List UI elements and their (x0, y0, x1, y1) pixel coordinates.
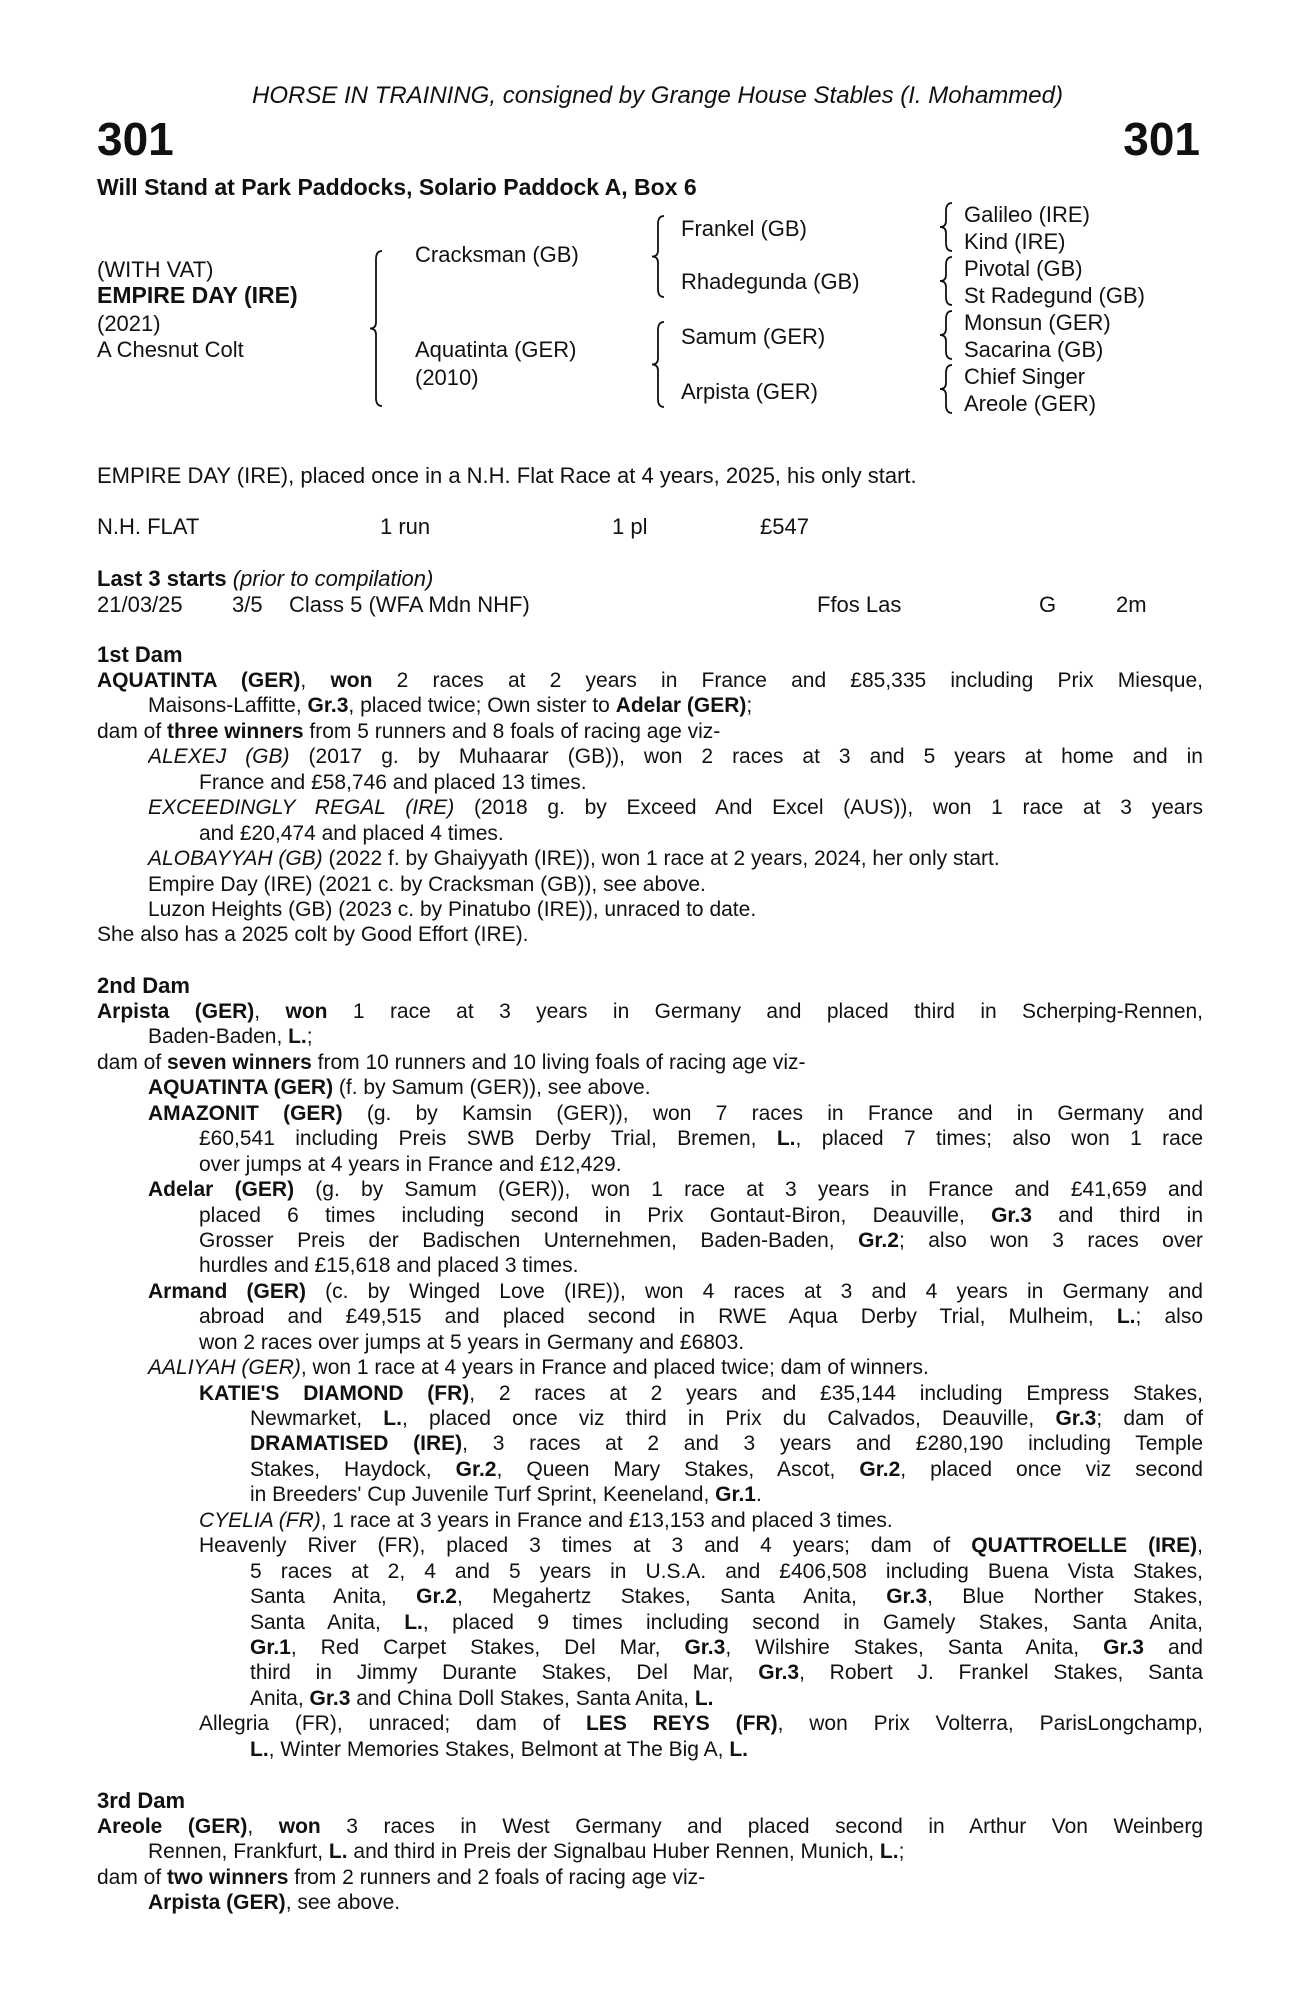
bold-text: Gr.2 (859, 1457, 901, 1481)
ancestor: Monsun (GER) (964, 310, 1111, 335)
text-run: , (1197, 1534, 1203, 1558)
text-line (199, 1711, 1203, 1736)
text-line (250, 1686, 1203, 1711)
italic-text: CYELIA (FR) (199, 1508, 321, 1532)
start-distance: 2m (1116, 592, 1147, 617)
first-dam-section (97, 642, 1203, 948)
text-line (148, 1279, 1203, 1304)
record-type: N.H. FLAT (97, 514, 200, 539)
text-run: ; (898, 1840, 905, 1864)
text-line (97, 719, 1203, 744)
start-going: G (1039, 592, 1057, 617)
text-run: , Wilshire Stakes, Santa Anita, (725, 1635, 1104, 1659)
bold-text: Gr.1 (715, 1483, 756, 1507)
text-run: from 10 runners and 10 living foals of racing age viz- (311, 1050, 806, 1074)
record-runs: 1 run (380, 514, 431, 539)
text-line (250, 1431, 1203, 1456)
horse-description: A Chesnut Colt (97, 337, 244, 362)
text-run: , placed twice; Own sister to (348, 694, 616, 718)
text-line (97, 999, 1203, 1024)
text-run: , won Prix Volterra, ParisLongchamp, (777, 1712, 1203, 1736)
bold-text: Gr.3 (684, 1635, 726, 1659)
text-line (199, 1228, 1203, 1253)
catalogue-header: HORSE IN TRAINING, consigned by Grange House Stables (I. Mohammed) (252, 82, 1063, 109)
text-line (199, 770, 1203, 795)
text-run: ; also won 3 races over (898, 1228, 1203, 1252)
bold-text: Gr.3 (886, 1585, 928, 1609)
text-run: from 5 runners and 8 foals of racing age viz- (303, 719, 721, 743)
text-run: Rennen, Frankfurt, (148, 1840, 329, 1864)
text-run: , won 1 race at 4 years in France and placed twice; dam of winners. (300, 1356, 929, 1380)
text-run: 1 race at 3 years in Germany and placed third in Scherping-Rennen, (327, 1000, 1203, 1023)
bold-text: Armand (GER) (148, 1279, 306, 1303)
bold-text: Gr.2 (455, 1457, 497, 1481)
ancestor: Pivotal (GB) (964, 256, 1083, 281)
bracket-icon (940, 365, 952, 413)
start-date: 21/03/25 (97, 592, 183, 617)
dam-year: (2010) (415, 365, 479, 390)
ancestor: Galileo (IRE) (964, 202, 1090, 227)
start-position: 3/5 (232, 592, 263, 617)
text-line (148, 1355, 1203, 1380)
bold-text: won (285, 1000, 328, 1023)
text-run: (2022 f. by Ghaiyyath (IRE)), won 1 race at 2 years, 2024, her only start. (322, 847, 1000, 871)
bold-text: Arpista (GER) (97, 1000, 255, 1023)
text-run: Grosser Preis der Badischen Unternehmen, Baden-Baden, (199, 1228, 859, 1252)
last-starts-note: (prior to compilation) (232, 566, 434, 591)
vat-note: (WITH VAT) (97, 257, 214, 282)
text-run: Santa Anita, (250, 1585, 417, 1609)
text-line (148, 693, 1203, 718)
text-run: Luzon Heights (GB) (2023 c. by Pinatubo (IRE)), unraced to date. (148, 897, 757, 921)
text-run: £60,541 including Preis SWB Derby Trial, Bremen, (199, 1127, 777, 1151)
text-line (199, 1152, 1203, 1177)
text-line (250, 1635, 1203, 1660)
bracket-icon (652, 216, 664, 297)
text-run: (c. by Winged Love (IRE)), won 4 races at 3 and 4 years in Germany and (306, 1279, 1203, 1303)
bold-text: L. (404, 1610, 423, 1634)
text-line (148, 1177, 1203, 1202)
text-line (148, 1101, 1203, 1126)
bold-text: L. (250, 1737, 269, 1761)
text-run: France and £58,746 and placed 13 times. (199, 770, 587, 794)
text-run: (f. by Samum (GER)), see above. (333, 1076, 651, 1100)
text-run: , placed 7 times; also won 1 race (795, 1127, 1203, 1151)
text-line (199, 1330, 1203, 1355)
text-line (148, 846, 1203, 871)
bold-text: seven winners (167, 1050, 312, 1074)
record-placed: 1 pl (612, 514, 648, 539)
text-line (199, 1126, 1203, 1151)
record-earnings: £547 (760, 514, 809, 539)
bold-text: DRAMATISED (IRE) (250, 1432, 463, 1456)
second-dam-section (97, 973, 1203, 1762)
text-run: 3 races in West Germany and placed second in Arthur Von Weinberg (320, 1815, 1203, 1838)
text-line (199, 1203, 1203, 1228)
text-run: 2 races at 2 years in France and £85,335 including Prix Miesque, (372, 669, 1203, 692)
text-run: won 2 races over jumps at 5 years in Germany and £6803. (199, 1330, 745, 1354)
bold-text: won (330, 669, 373, 692)
bold-text: Gr.3 (307, 694, 349, 718)
text-run: hurdles and £15,618 and placed 3 times. (199, 1254, 579, 1278)
dam: Aquatinta (GER) (415, 337, 577, 362)
text-line (199, 1304, 1203, 1329)
text-line (199, 1533, 1203, 1558)
text-run: , 3 races at 2 and 3 years and £280,190 including Temple (462, 1432, 1203, 1456)
horse-year: (2021) (97, 311, 161, 336)
bold-text: L. (383, 1407, 402, 1430)
text-line (148, 872, 1203, 897)
text-run: and (1143, 1635, 1203, 1659)
text-run: , placed once viz third in Prix du Calvados, Deauville, (401, 1407, 1056, 1430)
text-run: Allegria (FR), unraced; dam of (199, 1712, 586, 1736)
last-starts-title: Last 3 starts (97, 566, 227, 591)
text-run: , placed 9 times including second in Gamely Stakes, Santa Anita, (422, 1610, 1203, 1634)
text-line (250, 1737, 1203, 1762)
bracket-icon (940, 311, 952, 359)
text-run: Heavenly River (FR), placed 3 times at 3 and 4 years; dam of (199, 1534, 972, 1558)
text-line (148, 1024, 1203, 1049)
third-dam-section (97, 1788, 1203, 1916)
start-race: Class 5 (WFA Mdn NHF) (289, 592, 530, 617)
text-line (199, 1508, 1203, 1533)
bold-text: Arpista (GER) (148, 1891, 286, 1915)
text-run: placed 6 times including second in Prix Gontaut-Biron, Deauville, (199, 1203, 992, 1227)
ancestor: Kind (IRE) (964, 229, 1066, 254)
text-line (250, 1584, 1203, 1609)
bold-text: two winners (167, 1865, 289, 1889)
section-heading: 2nd Dam (97, 973, 190, 998)
text-run: (2017 g. by Muhaarar (GB)), won 2 races at 3 and 5 years at home and in (289, 745, 1203, 769)
text-run: over jumps at 4 years in France and £12,429. (199, 1152, 622, 1176)
text-line (250, 1660, 1203, 1685)
text-run: , Winter Memories Stakes, Belmont at The Big A, (268, 1737, 730, 1761)
sire-dam: Rhadegunda (GB) (681, 269, 860, 294)
italic-text: AALIYAH (GER) (148, 1356, 301, 1380)
text-run: , (300, 669, 331, 692)
bold-text: Gr.3 (991, 1203, 1032, 1227)
text-run: ; dam of (1096, 1407, 1203, 1430)
text-line (97, 1865, 1203, 1890)
bold-text: Gr.1 (250, 1635, 291, 1659)
lot-number-right: 301 (1123, 113, 1200, 165)
sire-sire: Frankel (GB) (681, 216, 807, 241)
text-run: , 2 races at 2 years and £35,144 including Empress Stakes, (469, 1381, 1203, 1405)
text-line (148, 1839, 1203, 1864)
dam-sire: Samum (GER) (681, 324, 826, 349)
bold-text: Areole (GER) (97, 1815, 248, 1838)
text-run: , Red Carpet Stakes, Del Mar, (290, 1635, 685, 1659)
section-heading: 3rd Dam (97, 1788, 186, 1813)
text-run: and £20,474 and placed 4 times. (199, 821, 504, 845)
text-run: 5 races at 2, 4 and 5 years in U.S.A. and £406,508 including Buena Vista Stakes, (250, 1559, 1203, 1583)
bold-text: L. (328, 1840, 348, 1864)
section-heading: 1st Dam (97, 642, 183, 667)
text-line (250, 1559, 1203, 1584)
text-run: ; also (1135, 1305, 1203, 1329)
text-line (148, 744, 1203, 769)
bold-text: AQUATINTA (GER) (97, 669, 301, 692)
text-run: , 1 race at 3 years in France and £13,153 and placed 3 times. (320, 1508, 893, 1532)
bold-text: L. (776, 1127, 796, 1151)
horse-name: EMPIRE DAY (IRE) (97, 282, 298, 308)
bold-text: AQUATINTA (GER) (148, 1076, 334, 1100)
text-run: and third in (1031, 1203, 1203, 1227)
bold-text: Adelar (GER) (615, 694, 747, 718)
bold-text: KATIE'S DIAMOND (FR) (199, 1381, 470, 1405)
text-run: , (247, 1815, 279, 1838)
text-line (97, 1050, 1203, 1075)
text-run: , placed once viz second (900, 1457, 1203, 1481)
text-line (199, 1253, 1203, 1278)
bracket-icon (940, 203, 952, 251)
ancestor: St Radegund (GB) (964, 283, 1145, 308)
text-run: Anita, (250, 1686, 310, 1710)
bracket-icon (940, 257, 952, 305)
text-run: from 2 runners and 2 foals of racing age viz- (288, 1865, 706, 1889)
text-line (97, 668, 1203, 693)
text-run: dam of (97, 1865, 168, 1889)
text-run: in Breeders' Cup Juvenile Turf Sprint, Keeneland, (250, 1483, 716, 1507)
text-run: , Queen Mary Stakes, Ascot, (496, 1457, 860, 1481)
text-line (250, 1610, 1203, 1635)
text-run: , Megahertz Stakes, Santa Anita, (456, 1585, 887, 1609)
text-run: . (755, 1483, 762, 1507)
italic-text: ALOBAYYAH (GB) (148, 847, 323, 871)
bold-text: three winners (167, 719, 304, 743)
text-run: ; (306, 1025, 313, 1049)
stand-location: Will Stand at Park Paddocks, Solario Paddock A, Box 6 (97, 174, 697, 200)
race-summary: EMPIRE DAY (IRE), placed once in a N.H. Flat Race at 4 years, 2025, his only start. (97, 463, 917, 488)
text-run: ; (746, 694, 753, 718)
text-line (250, 1457, 1203, 1482)
bold-text: Adelar (GER) (148, 1178, 295, 1202)
text-line (148, 795, 1203, 820)
text-line (97, 922, 1203, 947)
text-run: Santa Anita, (250, 1610, 405, 1634)
text-run: abroad and £49,515 and placed second in RWE Aqua Derby Trial, Mulheim, (199, 1305, 1117, 1329)
bold-text: Gr.2 (416, 1585, 457, 1609)
text-run: , Blue Norther Stakes, (927, 1585, 1203, 1609)
text-line (148, 1075, 1203, 1100)
bold-text: L. (879, 1840, 899, 1864)
text-run: Newmarket, (250, 1407, 384, 1430)
bold-text: Gr.3 (309, 1686, 351, 1710)
bold-text: L. (694, 1686, 714, 1710)
start-course: Ffos Las (817, 592, 902, 617)
text-run: (2018 g. by Exceed And Excel (AUS)), won 1 race at 3 years (454, 796, 1203, 820)
lot-number-left: 301 (97, 113, 174, 165)
text-line (199, 1381, 1203, 1406)
dam-dam: Arpista (GER) (681, 379, 818, 404)
bold-text: Gr.3 (758, 1661, 800, 1685)
bold-text: L. (1116, 1305, 1136, 1329)
bold-text: LES REYS (FR) (585, 1712, 778, 1736)
text-run: Maisons-Laffitte, (148, 694, 308, 718)
text-line (250, 1406, 1203, 1431)
text-run: dam of (97, 719, 168, 743)
italic-text: ALEXEJ (GB) (148, 745, 290, 769)
bold-text: L. (288, 1025, 307, 1049)
bracket-icon (652, 322, 664, 407)
text-run: Stakes, Haydock, (250, 1457, 456, 1481)
text-run: , Robert J. Frankel Stakes, Santa (799, 1661, 1203, 1685)
text-run: , see above. (285, 1891, 401, 1915)
ancestor: Chief Singer (964, 364, 1086, 389)
text-run: , (254, 1000, 286, 1023)
text-run: third in Jimmy Durante Stakes, Del Mar, (250, 1661, 759, 1685)
bold-text: QUATTROELLE (IRE) (971, 1534, 1198, 1558)
ancestor: Sacarina (GB) (964, 337, 1104, 362)
ancestor: Areole (GER) (964, 391, 1097, 416)
bold-text: L. (729, 1737, 748, 1761)
text-run: She also has a 2025 colt by Good Effort (IRE). (97, 923, 529, 947)
text-line (97, 1814, 1203, 1839)
bold-text: Gr.2 (858, 1228, 899, 1252)
text-line (148, 1890, 1203, 1915)
bold-text: won (278, 1815, 321, 1838)
text-run: (g. by Kamsin (GER)), won 7 races in France and in Germany and (342, 1101, 1203, 1125)
sire: Cracksman (GB) (415, 242, 579, 267)
text-run: dam of (97, 1050, 168, 1074)
text-run: (g. by Samum (GER)), won 1 race at 3 years in France and £41,659 and (294, 1178, 1203, 1202)
text-line (199, 821, 1203, 846)
text-run: Baden-Baden, (148, 1025, 289, 1049)
text-line (148, 897, 1203, 922)
text-line (250, 1482, 1203, 1507)
italic-text: EXCEEDINGLY REGAL (IRE) (148, 796, 455, 820)
bold-text: AMAZONIT (GER) (148, 1101, 343, 1125)
bold-text: Gr.3 (1055, 1407, 1097, 1430)
text-run: and third in Preis der Signalbau Huber Rennen, Munich, (347, 1840, 880, 1864)
text-run: Empire Day (IRE) (2021 c. by Cracksman (GB)), see above. (148, 872, 706, 896)
text-run: and China Doll Stakes, Santa Anita, (350, 1686, 695, 1710)
bracket-icon (370, 251, 382, 406)
bold-text: Gr.3 (1103, 1635, 1144, 1659)
